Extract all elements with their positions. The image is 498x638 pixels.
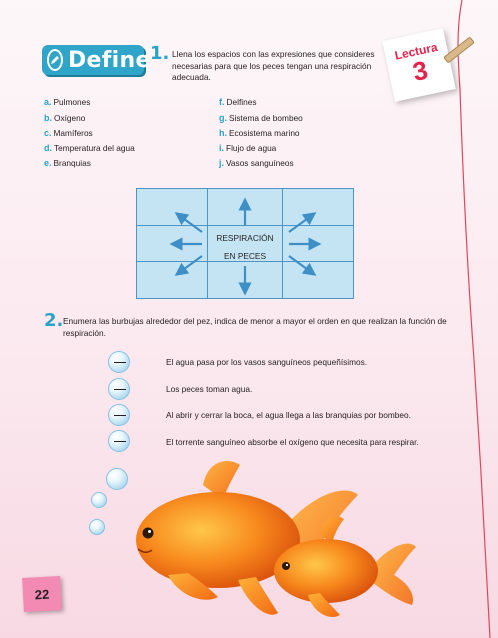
diagram-center-label: RESPIRACIÓN EN PECES (216, 233, 274, 261)
question-1-instruction: Llena los espacios con las expresiones que consideres necesarias para que los peces tengan una respiración adecuada. (172, 49, 375, 82)
option-g: g. Sistema de bombeo (219, 113, 303, 123)
question-2-number: 2. (44, 310, 64, 331)
option-h: h. Ecosistema marino (219, 128, 300, 138)
decorative-bubble (89, 519, 105, 535)
decorative-bubble (91, 492, 107, 508)
answer-bubble-4[interactable] (108, 430, 130, 452)
arrow-down-right (289, 256, 311, 272)
lectura-label: Lectura (393, 39, 439, 63)
arrow-down-left (180, 256, 202, 272)
option-i: i. Flujo de agua (219, 143, 277, 153)
define-label: Define (68, 47, 151, 73)
option-d: d. Temperatura del agua (44, 143, 135, 153)
statement-2: Los peces toman agua. (166, 384, 253, 394)
option-b: b. Oxígeno (44, 113, 86, 123)
statement-4: El torrente sanguíneo absorbe el oxígeno que necesita para respirar. (166, 437, 419, 447)
option-c: c. Mamíferos (44, 128, 93, 138)
question-2-instruction: Enumera las burbujas alrededor del pez, indica de menor a mayor el orden en que realizan la función de respiración. (63, 316, 447, 338)
option-f: f. Delfines (219, 97, 257, 107)
page-number: 22 (22, 576, 62, 612)
statement-1: El agua pasa por los vasos sanguíneos pequeñísimos. (166, 357, 368, 367)
option-j: j. Vasos sanguíneos (219, 158, 294, 168)
option-a: a. Pulmones (44, 97, 91, 107)
pencil-icon (47, 49, 63, 71)
answer-bubble-1[interactable] (108, 351, 130, 373)
answer-bubble-3[interactable] (108, 404, 130, 426)
goldfish-illustration (108, 455, 418, 635)
question-1-number: 1. (150, 43, 170, 64)
lectura-note (382, 28, 456, 102)
option-e: e. Branquias (44, 158, 91, 168)
arrow-up-left (180, 216, 202, 232)
define-badge (42, 45, 151, 75)
lectura-number: 3 (410, 54, 431, 88)
statement-3: Al abrir y cerrar la boca, el agua llega a las branquias por bombeo. (166, 410, 411, 420)
answer-bubble-2[interactable] (108, 378, 130, 400)
arrow-up-right (289, 216, 311, 232)
